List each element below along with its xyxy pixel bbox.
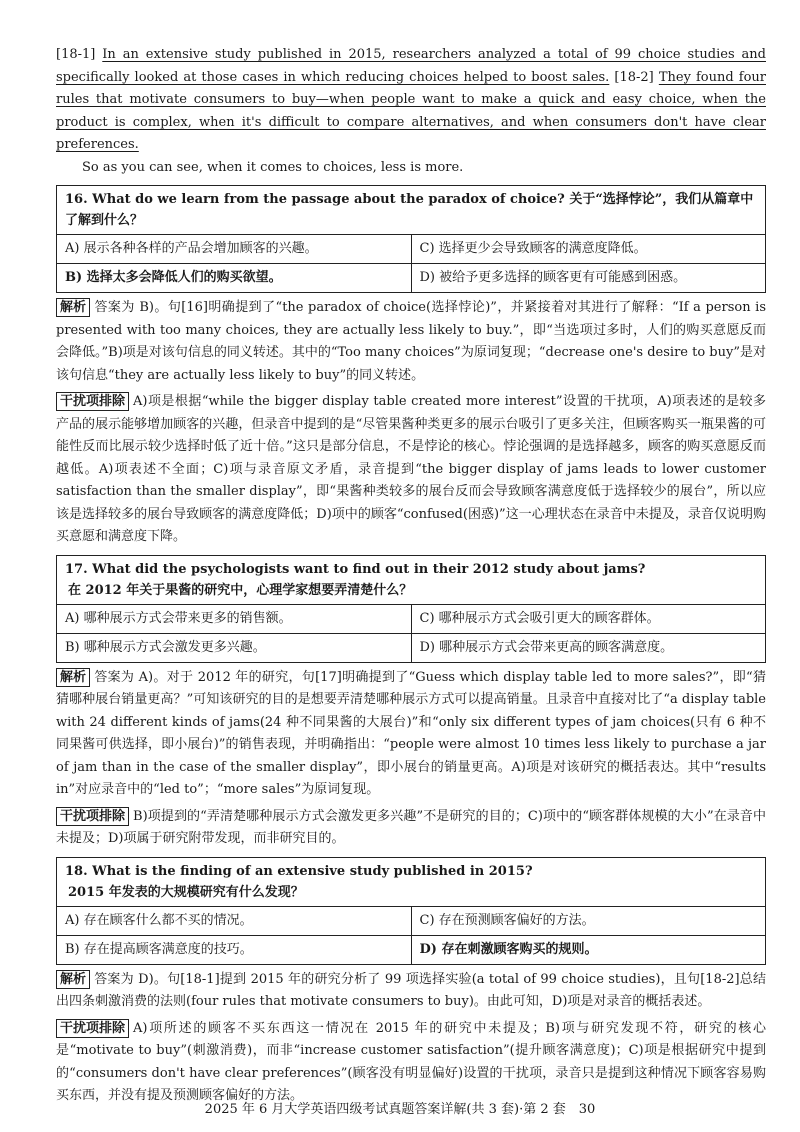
- q16-option-c: C) 选择更少会导致顾客的满意度降低。: [411, 235, 766, 264]
- ref-18-2: [18-2]: [614, 69, 654, 85]
- q17-option-c: C) 哪种展示方式会吸引更大的顾客群体。: [411, 604, 766, 633]
- distractor-tag: 干扰项排除: [56, 807, 129, 826]
- question-18-table: [56, 857, 766, 965]
- q16-option-b: B) 选择太多会降低人们的购买欲望。: [57, 264, 412, 293]
- question-17-en: 17. What did the psychologists want to find out in their 2012 study about jams?: [65, 561, 646, 577]
- q18-analysis-text: 答案为 D)。句[18-1]提到 2015 年的研究分析了 99 项选择实验(a total of 99 choice studies)，且句[18-2]总结出四条刺激消费的法则(four rules that motivate consumers to buy)。由此可知，D)项是对录音的概括表述。: [56, 971, 766, 1009]
- q16-distractor: [56, 391, 766, 549]
- q18-option-c: C) 存在预测顾客偏好的方法。: [411, 906, 766, 935]
- q17-analysis: [56, 667, 766, 802]
- q16-analysis-text: 答案为 B)。句[16]明确提到了“the paradox of choice(选择悖论)”，并紧接着对其进行了解释：“If a person is presented with too many choices, they are actually less likely to buy.”，即“当选项过多时，人们的购买意愿反而会降低。”B)项是对该句信息的同义转述。其中的“Too many choices”为原词复现；“decrease one's desire to buy”是对该句信息“they are actually less likely to buy”的同义转述。: [56, 300, 766, 383]
- q18-option-d: D) 存在刺激顾客购买的规则。: [411, 935, 766, 964]
- ref-18-1: [18-1]: [56, 47, 96, 62]
- question-18-zh: 2015 年发表的大规模研究有什么发现？: [68, 884, 304, 900]
- distractor-tag: 干扰项排除: [56, 392, 129, 411]
- distractor-tag: 干扰项排除: [56, 1019, 129, 1038]
- q17-distractor-text: B)项提到的“弄清楚哪种展示方式会激发更多兴趣”不是研究的目的；C)项中的“顾客群体规模的大小”在录音中未提及；D)项属于研究附带发现，而非研究目的。: [56, 808, 766, 846]
- analysis-tag: 解析: [56, 970, 90, 989]
- analysis-tag: 解析: [56, 668, 90, 687]
- question-16-text: 16. What do we learn from the passage about the paradox of choice? 关于“选择悖论”，我们从篇章中了解到什么？: [57, 186, 766, 235]
- question-17-text: [57, 555, 766, 604]
- intro-closing: So as you can see, when it comes to choices, less is more.: [82, 159, 464, 175]
- page-content: [56, 44, 766, 1108]
- q17-option-a: A) 哪种展示方式会带来更多的销售额。: [57, 604, 412, 633]
- analysis-tag: 解析: [56, 298, 90, 317]
- q18-distractor-text: A)项所述的顾客不买东西这一情况在 2015 年的研究中未提及；B)项与研究发现不符，研究的核心是“motivate to buy”(刺激消费)，而非“increase customer satisfaction”(提升顾客满意度)；C)项是根据研究中提到的“consumers don't have clear preferences”(顾客没有明显偏好)设置的干扰项，录音只是提到这种情况下顾客容易购买东西，并没有提及预测顾客偏好的方法。: [56, 1020, 766, 1103]
- q17-distractor: [56, 806, 766, 851]
- q18-analysis: [56, 969, 766, 1014]
- q18-distractor: [56, 1018, 766, 1108]
- intro-paragraph: [56, 44, 766, 157]
- q16-option-a: A) 展示各种各样的产品会增加顾客的兴趣。: [57, 235, 412, 264]
- q16-analysis: [56, 297, 766, 387]
- sentence-18-2: They found four rules that motivate consumers to buy—when people want to make a quick and easy choice, when the product is complex, when it's difficult to compare alternatives, and when consumers don't have clear preferences.: [56, 69, 766, 152]
- question-17-table: [56, 555, 766, 663]
- page-footer: 2025 年 6 月大学英语四级考试真题答案详解(共 3 套)·第 2 套 30: [204, 1102, 596, 1117]
- q16-option-d: D) 被给予更多选择的顾客更有可能感到困惑。: [411, 264, 766, 293]
- q17-analysis-text: 答案为 A)。对于 2012 年的研究，句[17]明确提到了“Guess which display table led to more sales?”，即“猜猜哪种展台销量更高？”可知该研究的目的是想要弄清楚哪种展示方式可以提高销量。且录音中直接对比了“a display table with 24 different kinds of jams(24 种不同果酱的大展台)”和“only six different types of jam choices(只有 6 种不同果酱可供选择，即小展台)”的销售表现，并明确指出：“people were almost 10 times less likely to purchase a jar of jam than in the case of the smaller display”，即小展台的销量更高。A)项是对该研究的概括表达。其中“results in”对应录音中的“led to”；“more sales”为原词复现。: [56, 669, 766, 797]
- q17-option-d: D) 哪种展示方式会带来更高的顾客满意度。: [411, 633, 766, 662]
- sentence-18-1: In an extensive study published in 2015, researchers analyzed a total of 99 choice studies and specifically looked at those cases in which reducing choices helped to boost sales.: [56, 47, 766, 85]
- question-18-text: [57, 857, 766, 906]
- q18-option-a: A) 存在顾客什么都不买的情况。: [57, 906, 412, 935]
- q16-distractor-text: A)项是根据“while the bigger display table created more interest”设置的干扰项，A)项表述的是较多产品的展示能够增加顾客的兴趣，但录音中提到的是“尽管果酱种类更多的展示台吸引了更多关注，但顾客购买一瓶果酱的可能性反而比展示较少选择时低了近十倍。”这只是部分信息，不是悖论的核心。悖论强调的是选择越多，顾客的购买意愿反而越低。A)项表述不全面；C)项与录音原文矛盾，录音提到“the bigger display of jams leads to lower customer satisfaction than the smaller display”，即“果酱种类较多的展台反而会导致顾客满意度低于选择较少的展台”，所以应该是选择较多的展台导致顾客的满意度降低；D)项中的顾客“confused(困惑)”这一心理状态在录音中未提及，录音仅说明购买意愿和满意度下降。: [56, 394, 766, 544]
- q18-option-b: B) 存在提高顾客满意度的技巧。: [57, 935, 412, 964]
- question-18-en: 18. What is the finding of an extensive study published in 2015?: [65, 863, 533, 879]
- q17-option-b: B) 哪种展示方式会激发更多兴趣。: [57, 633, 412, 662]
- question-16-table: [56, 185, 766, 293]
- question-17-zh: 在 2012 年关于果酱的研究中，心理学家想要弄清楚什么？: [68, 582, 413, 598]
